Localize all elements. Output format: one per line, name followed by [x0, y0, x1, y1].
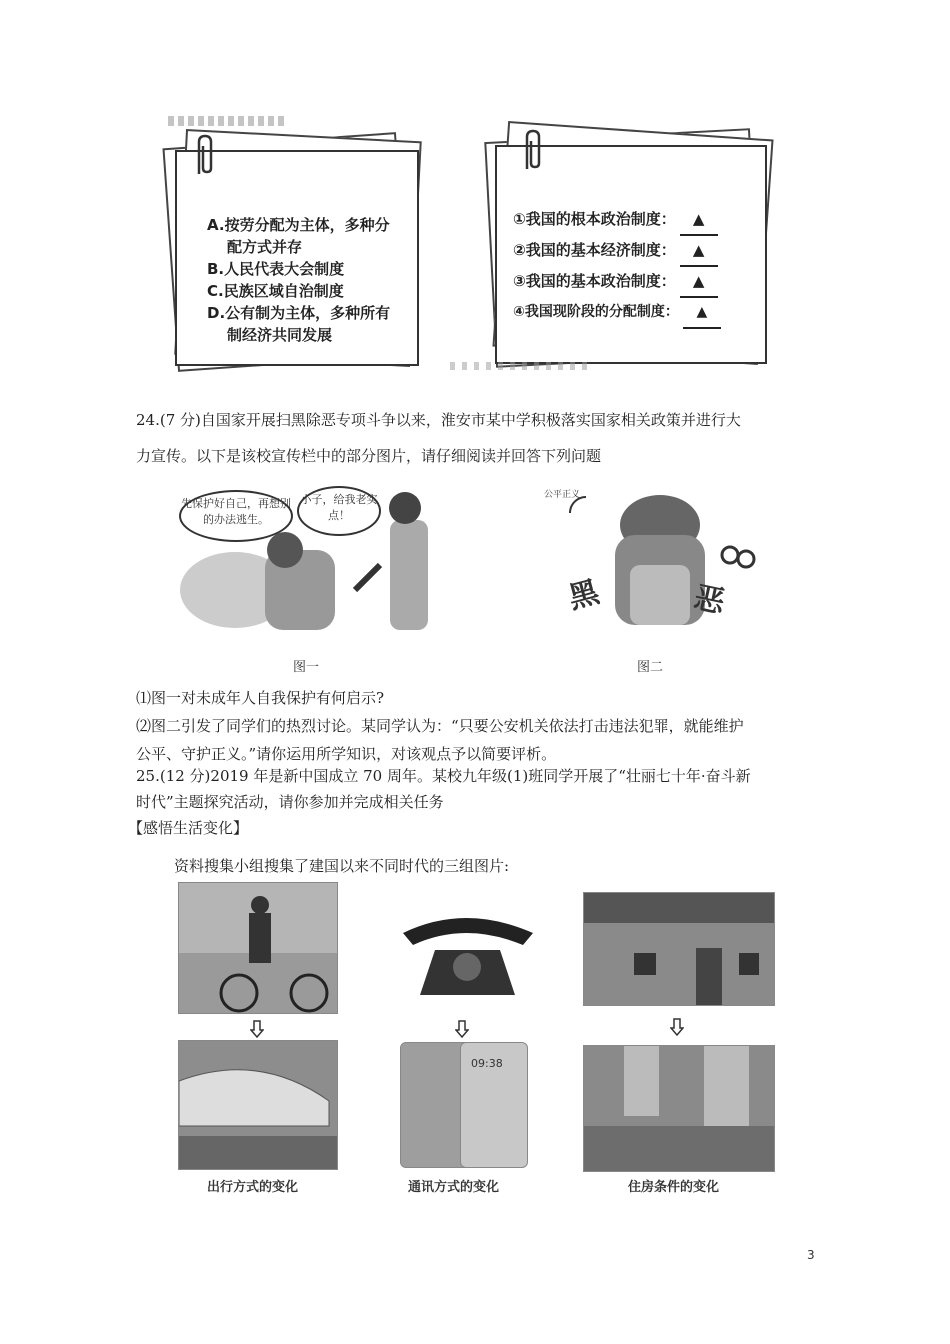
- arrow-down-icon: [250, 1020, 264, 1038]
- train-illustration: [179, 1041, 337, 1169]
- speech-bubble-victim: 先保护好自己，再想别的办法逃生。: [179, 490, 293, 542]
- caption-housing: 住房条件的变化: [628, 1180, 720, 1195]
- figure-1-caption: 图一: [293, 660, 320, 675]
- phone-clock: 09:38: [471, 1057, 503, 1070]
- photo-modern-residence: [583, 1045, 775, 1172]
- q25-stem: [128, 764, 836, 878]
- q24-sub1: ⑴图一对未成年人自我保护有何启示?: [136, 689, 385, 707]
- photo-bicycle: [178, 882, 338, 1014]
- page-number: 3: [807, 1248, 815, 1262]
- bicycle-rider-illustration: [179, 883, 337, 1013]
- figure-2-caption: 图二: [637, 660, 664, 675]
- cropped-text-fragment: [168, 116, 288, 126]
- q24-sub2: ⑵图二引发了同学们的热烈讨论。某同学认为：“只要公安机关依法打击违法犯罪，就能维护: [136, 717, 744, 735]
- rotary-phone-illustration: [395, 905, 540, 1000]
- scan-noise: [450, 362, 590, 370]
- black-char: 黑: [564, 574, 603, 617]
- left-card-item: C.民族区域自治制度: [207, 282, 344, 300]
- figure-1: [175, 480, 445, 680]
- photo-old-house: [583, 892, 775, 1006]
- sun-text: 公平正义: [544, 490, 581, 500]
- q25-line: 时代”主题探究活动，请你参加并完成相关任务: [136, 793, 444, 811]
- q25-line: 25.(12 分)2019 年是新中国成立 70 周年。某校九年级(1)班同学开展了“壮丽七十年·奋斗新: [136, 767, 751, 785]
- evil-char: 恶: [690, 580, 728, 621]
- left-card-item: B.人民代表大会制度: [207, 260, 345, 278]
- q24-line: 力宣传。以下是该校宣传栏中的部分图片，请仔细阅读并回答下列问题: [136, 447, 602, 465]
- right-card-item: ③我国的基本政治制度： ▲: [513, 267, 761, 298]
- speech-bubble-robber: 小子，给我老实点！: [297, 486, 381, 536]
- left-card-item: 制经济共同发展: [227, 326, 333, 344]
- q24-subquestions: [136, 686, 836, 766]
- left-card-item: D.公有制为主体，多种所有: [207, 304, 391, 322]
- left-card: [175, 150, 419, 366]
- left-card-item: 配方式并存: [227, 238, 303, 256]
- paperclip-icon: [519, 129, 547, 175]
- left-card-list: [207, 214, 412, 346]
- right-card-item: ①我国的根本政治制度： ▲: [513, 205, 761, 236]
- old-house-illustration: [584, 893, 774, 1005]
- figure-2: [540, 485, 770, 680]
- paperclip-icon: [191, 134, 219, 180]
- right-card-item: ④我国现阶段的分配制度： ▲: [513, 298, 761, 329]
- caption-communication: 通讯方式的变化: [408, 1180, 500, 1195]
- right-card: [495, 145, 767, 364]
- photo-smartphone-front: [460, 1042, 528, 1168]
- q24-stem: [136, 408, 836, 468]
- right-card-list: [513, 205, 761, 329]
- q25-intro: 资料搜集小组搜集了建国以来不同时代的三组图片:: [174, 857, 510, 875]
- right-card-item: ②我国的基本经济制度： ▲: [513, 236, 761, 267]
- q24-line: 24.(7 分)自国家开展扫黑除恶专项斗争以来，淮安市某中学积极落实国家相关政策并进行大: [136, 411, 741, 429]
- modern-residence-illustration: [584, 1046, 774, 1171]
- arrow-down-icon: [455, 1020, 469, 1038]
- photo-rotary-phone: [395, 905, 540, 1000]
- q25-section-title: 【感悟生活变化】: [128, 819, 249, 837]
- photo-high-speed-train: [178, 1040, 338, 1170]
- arrow-down-icon: [670, 1018, 684, 1036]
- caption-transport: 出行方式的变化: [207, 1180, 299, 1195]
- left-card-item: A.按劳分配为主体，多种分: [207, 216, 390, 234]
- q24-sub2-cont: 公平、守护正义。”请你运用所学知识，对该观点予以简要评析。: [136, 745, 557, 763]
